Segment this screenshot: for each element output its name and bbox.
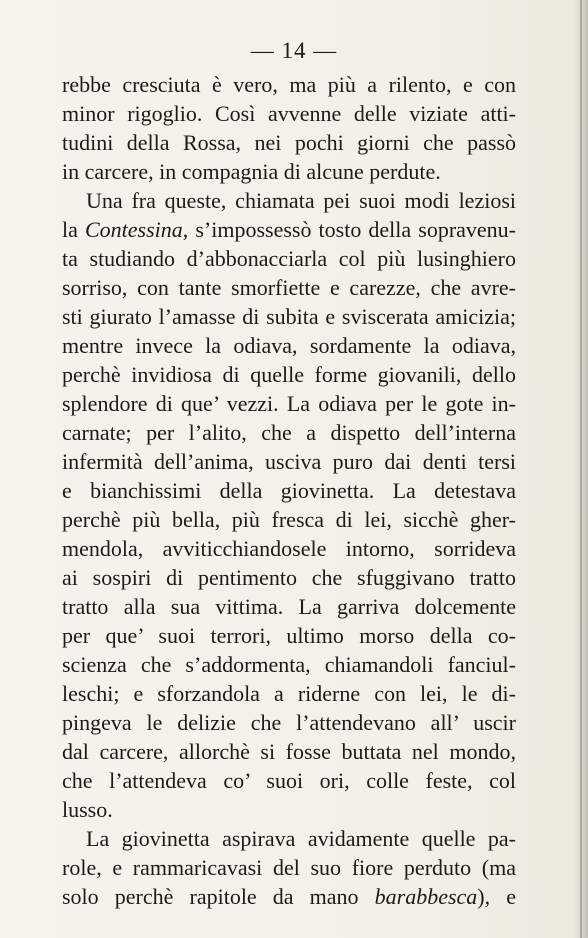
text-line: scienza che s’addormenta, chiamandoli fanciul- [62, 652, 516, 677]
text-line: sorriso, con tante smorfiette e carezze, che avre- [62, 275, 516, 300]
text-line: leschi; e sforzandola a riderne con lei, le di- [62, 681, 516, 706]
text-line: in carcere, in compagnia di alcune perdute. [62, 159, 441, 184]
text-line: Una fra queste, chiamata pei suoi modi leziosi [86, 188, 516, 213]
text-line: La giovinetta aspirava avidamente quelle pa- [86, 826, 516, 851]
text-line: splendore di que’ vezzi. La odiava per le gote in- [62, 391, 516, 416]
text-line: per que’ suoi terrori, ultimo morso della co- [62, 623, 516, 648]
text-line: sti giurato l’amasse di subita e sviscerata amicizia; [62, 304, 516, 329]
body-text [62, 70, 516, 911]
page-number-header: — 14 — [250, 38, 338, 63]
text-line: solo perchè rapitole da mano barabbesca), e [62, 884, 516, 909]
text-line: ai sospiri di pentimento che sfuggivano tratto [62, 565, 516, 590]
text-line: minor rigoglio. Così avvenne delle viziate atti- [62, 101, 516, 126]
text-line: carnate; per l’alito, che a dispetto dell’interna [62, 420, 516, 445]
text-line: mendola, avviticchiandosele intorno, sorrideva [62, 536, 516, 561]
paragraph-2 [62, 186, 516, 824]
text-line: role, e rammaricavasi del suo fiore perduto (ma [62, 855, 516, 880]
text-line: tudini della Rossa, nei pochi giorni che passò [62, 130, 516, 155]
text-line: perchè più bella, più fresca di lei, sicchè gher- [62, 507, 516, 532]
paragraph-3 [62, 824, 516, 911]
text-line: e bianchissimi della giovinetta. La detestava [62, 478, 516, 503]
text-line: che l’attendeva co’ suoi ori, colle feste, col [62, 768, 516, 793]
text-line: rebbe cresciuta è vero, ma più a rilento, e con [62, 72, 516, 97]
text-line: la Contessina, s’impossessò tosto della sopravenu- [62, 217, 516, 242]
text-line: pingeva le delizie che l’attendevano all’ uscir [62, 710, 516, 735]
page-edge-line [580, 0, 582, 938]
text-line: ta studiando d’abbonacciarla col più lusinghiero [62, 246, 516, 271]
text-line: tratto alla sua vittima. La garriva dolcemente [62, 594, 516, 619]
text-line: mentre invece la odiava, sordamente la odiava, [62, 333, 516, 358]
text-line: infermità dell’anima, usciva puro dai denti tersi [62, 449, 516, 474]
paragraph-1 [62, 70, 516, 186]
text-line: perchè invidiosa di quelle forme giovanili, dello [62, 362, 516, 387]
text-line: dal carcere, allorchè si fosse buttata nel mondo, [62, 739, 516, 764]
text-line: lusso. [62, 797, 113, 822]
